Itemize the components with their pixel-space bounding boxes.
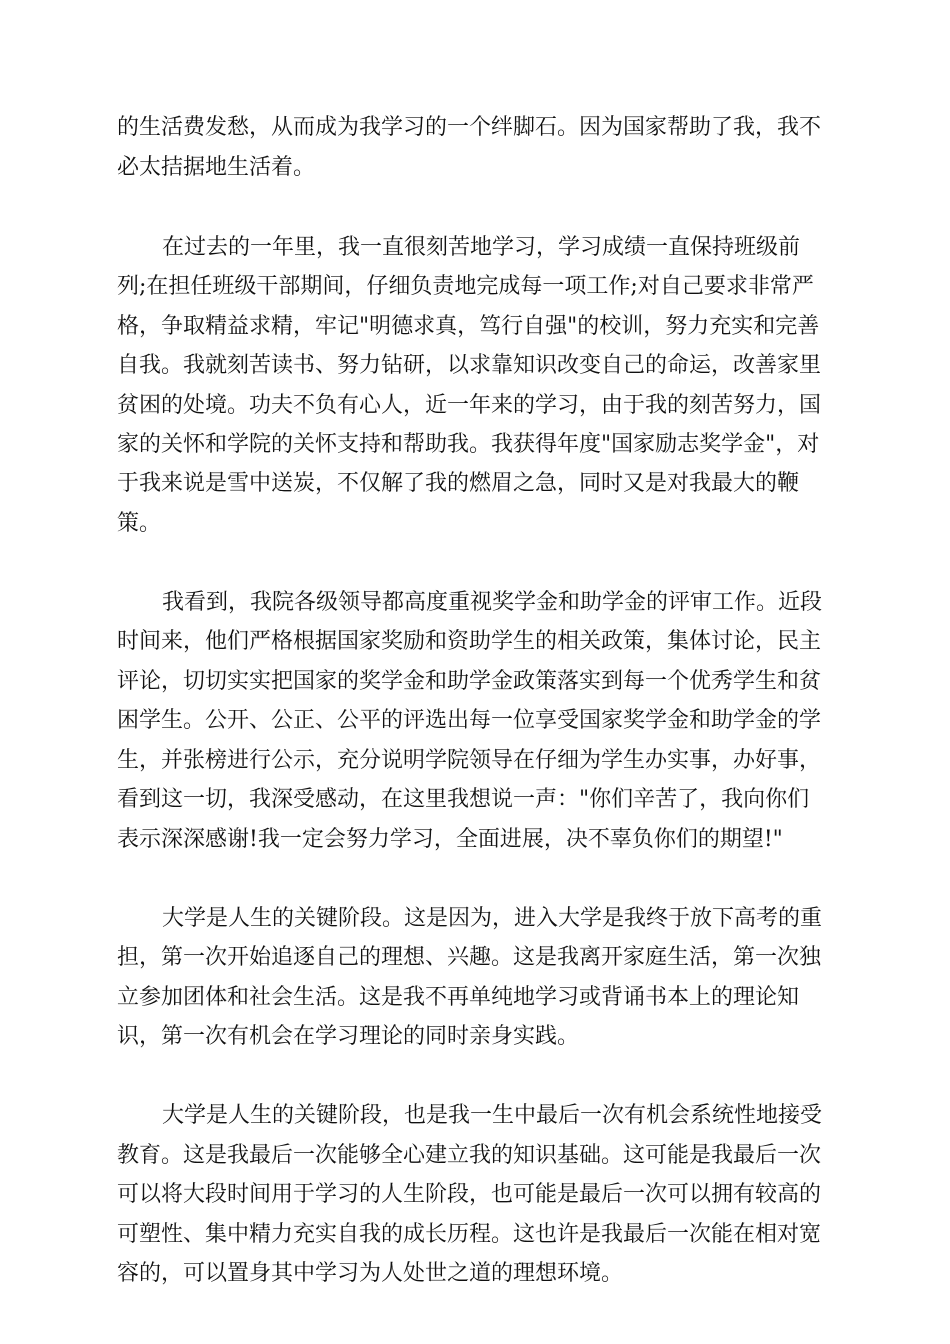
- text-line-content: 列;在担任班级干部期间，仔细负责地完成每一项工作;对自己要求非常严: [117, 274, 814, 299]
- text-line-content: 可塑性、集中精力充实自我的成长历程。这也许是我最后一次能在相对宽: [117, 1222, 822, 1247]
- text-line-content: 教育。这是我最后一次能够全心建立我的知识基础。这可能是我最后一次: [117, 1143, 822, 1168]
- text-line-content: 大学是人生的关键阶段。这是因为，进入大学是我终于放下高考的重: [162, 906, 823, 931]
- text-line: [0, 823, 950, 857]
- text-line-content: 格，争取精益求精，牢记"明德求真，笃行自强"的校训，努力充实和完善: [117, 314, 820, 339]
- text-line: [0, 902, 950, 936]
- text-line-content: 我看到，我院各级领导都高度重视奖学金和助学金的评审工作。近段: [162, 590, 823, 615]
- text-line: [0, 467, 950, 501]
- text-line: [0, 704, 950, 738]
- text-line: [0, 625, 950, 659]
- text-line: [0, 941, 950, 975]
- text-line: [0, 1099, 950, 1133]
- text-line: [0, 111, 950, 145]
- text-line-content: 看到这一切，我深受感动，在这里我想说一声："你们辛苦了，我向你们: [117, 787, 810, 812]
- text-line-content: 自我。我就刻苦读书、努力钻研，以求靠知识改变自己的命运，改善家里: [117, 353, 822, 378]
- text-line-content: 大学是人生的关键阶段，也是我一生中最后一次有机会系统性地接受: [162, 1103, 823, 1128]
- text-line: [0, 586, 950, 620]
- text-line-content: 生，并张榜进行公示，充分说明学院领导在仔细为学生办实事，办好事，: [117, 748, 822, 773]
- text-line: [0, 310, 950, 344]
- text-line-content: 必太拮据地生活着。: [117, 155, 316, 180]
- text-line-content: 容的，可以置身其中学习为人处世之道的理想环境。: [117, 1261, 624, 1286]
- text-line-content: 立参加团体和社会生活。这是我不再单纯地学习或背诵书本上的理论知: [117, 985, 800, 1010]
- text-line-content: 表示深深感谢!我一定会努力学习，全面进展，决不辜负你们的期望!": [117, 827, 783, 852]
- text-line-content: 家的关怀和学院的关怀支持和帮助我。我获得年度"国家励志奖学金"，对: [117, 432, 820, 457]
- text-line-content: 困学生。公开、公正、公平的评选出每一位享受国家奖学金和助学金的学: [117, 708, 822, 733]
- text-line: [0, 231, 950, 265]
- text-line-content: 时间来，他们严格根据国家奖励和资助学生的相关政策，集体讨论，民主: [117, 629, 822, 654]
- text-line-content: 评论，切切实实把国家的奖学金和助学金政策落实到每一个优秀学生和贫: [117, 669, 822, 694]
- text-line-content: 的生活费发愁，从而成为我学习的一个绊脚石。因为国家帮助了我，我不: [117, 115, 822, 140]
- text-line: [0, 1139, 950, 1173]
- text-line-content: 于我来说是雪中送炭，不仅解了我的燃眉之急，同时又是对我最大的鞭: [117, 471, 800, 496]
- text-line: [0, 349, 950, 383]
- text-line: [0, 1218, 950, 1252]
- text-line-content: 策。: [117, 511, 162, 536]
- text-line: [0, 1178, 950, 1212]
- text-line-content: 在过去的一年里，我一直很刻苦地学习，学习成绩一直保持班级前: [162, 235, 801, 260]
- text-line-content: 担，第一次开始追逐自己的理想、兴趣。这是我离开家庭生活，第一次独: [117, 945, 822, 970]
- text-line-content: 贫困的处境。功夫不负有心人，近一年来的学习，由于我的刻苦努力，国: [117, 393, 822, 418]
- text-line: [0, 981, 950, 1015]
- text-line: [0, 665, 950, 699]
- text-line: [0, 1020, 950, 1054]
- text-line-content: 可以将大段时间用于学习的人生阶段，也可能是最后一次可以拥有较高的: [117, 1182, 822, 1207]
- text-line: [0, 151, 950, 185]
- text-line: [0, 1257, 950, 1291]
- text-line: [0, 389, 950, 423]
- text-line: [0, 744, 950, 778]
- text-line: [0, 428, 950, 462]
- text-line-content: 识，第一次有机会在学习理论的同时亲身实践。: [117, 1024, 580, 1049]
- text-line: [0, 507, 950, 541]
- text-line: [0, 270, 950, 304]
- text-line: [0, 783, 950, 817]
